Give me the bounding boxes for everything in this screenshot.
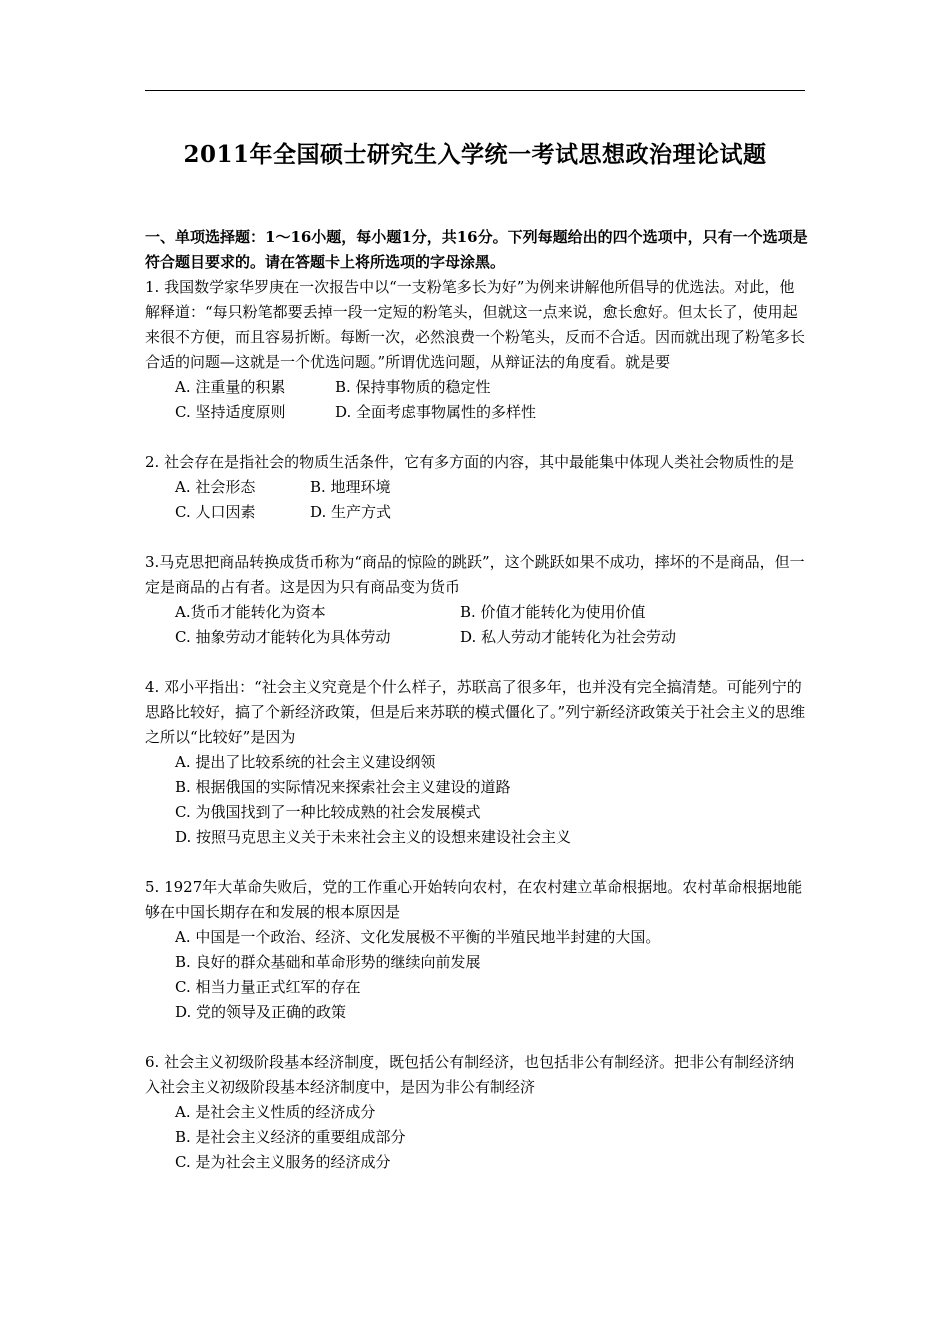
option-list [145, 750, 809, 850]
exam-content [145, 225, 809, 1200]
question-2 [145, 450, 809, 525]
question-stem: 1. 我国数学家华罗庚在一次报告中以“一支粉笔多长为好”为例来讲解他所倡导的优选法。对此，他解释道：“每只粉笔都要丢掉一段一定短的粉笔头，但就这一点来说，愈长愈好。但太长了，使用起来很不方便，而且容易折断。每断一次，必然浪费一个粉笔头，反而不合适。因而就出现了粉笔多长合适的问题—这就是一个优选问题。”所谓优选问题，从辩证法的角度看。就是要 [145, 278, 806, 371]
option-c: C. 坚持适度原则 [175, 403, 286, 421]
option-a: A. 社会形态 [175, 478, 256, 496]
option-a: A. 提出了比较系统的社会主义建设纲领 [175, 753, 436, 771]
section-instructions: 一、单项选择题：1～16小题，每小题1分，共16分。下列每题给出的四个选项中，只有一个选项是符合题目要求的。请在答题卡上将所选项的字母涂黑。 [145, 228, 808, 271]
option-b: B. 是社会主义经济的重要组成部分 [175, 1128, 406, 1146]
option-c: C. 人口因素 [175, 503, 256, 521]
question-4 [145, 675, 809, 850]
option-list [145, 925, 809, 1025]
question-6 [145, 1050, 809, 1175]
question-stem: 3.马克思把商品转换成货币称为“商品的惊险的跳跃”，这个跳跃如果不成功，摔坏的不是商品，但一定是商品的占有者。这是因为只有商品变为货币 [145, 553, 805, 596]
question-stem: 4. 邓小平指出：“社会主义究竟是个什么样子，苏联高了很多年，也并没有完全搞清楚。可能列宁的思路比较好，搞了个新经济政策，但是后来苏联的模式僵化了。”列宁新经济政策关于社会主义的思维之所以“比较好”是因为 [145, 678, 806, 746]
option-c: C. 相当力量正式红军的存在 [175, 978, 361, 996]
option-list [145, 475, 809, 525]
option-b: B. 保持事物质的稳定性 [335, 378, 491, 396]
option-b: B. 良好的群众基础和革命形势的继续向前发展 [175, 953, 481, 971]
option-b: B. 根据俄国的实际情况来探索社会主义建设的道路 [175, 778, 511, 796]
option-c: C. 是为社会主义服务的经济成分 [175, 1153, 391, 1171]
option-d: D. 党的领导及正确的政策 [175, 1003, 347, 1021]
question-3 [145, 550, 809, 650]
page-title: 2011年全国硕士研究生入学统一考试思想政治理论试题 [183, 141, 767, 168]
option-c: C. 为俄国找到了一种比较成熟的社会发展模式 [175, 803, 481, 821]
option-b: B. 地理环境 [310, 478, 391, 496]
question-stem: 5. 1927年大革命失败后，党的工作重心开始转向农村，在农村建立革命根据地。农村革命根据地能够在中国长期存在和发展的根本原因是 [145, 878, 803, 921]
option-a: A. 注重量的积累 [175, 378, 286, 396]
option-b: B. 价值才能转化为使用价值 [460, 603, 646, 621]
question-1 [145, 275, 809, 425]
option-d: D. 全面考虑事物属性的多样性 [335, 403, 537, 421]
option-d: D. 按照马克思主义关于未来社会主义的设想来建设社会主义 [175, 828, 572, 846]
option-a: A.货币才能转化为资本 [175, 603, 326, 621]
question-stem: 6. 社会主义初级阶段基本经济制度，既包括公有制经济，也包括非公有制经济。把非公有制经济纳入社会主义初级阶段基本经济制度中，是因为非公有制经济 [145, 1053, 795, 1096]
header-rule [145, 90, 805, 91]
option-a: A. 中国是一个政治、经济、文化发展极不平衡的半殖民地半封建的大国。 [175, 928, 661, 946]
option-list [145, 375, 809, 425]
question-5 [145, 875, 809, 1025]
option-c: C. 抽象劳动才能转化为具体劳动 [175, 628, 391, 646]
option-d: D. 私人劳动才能转化为社会劳动 [460, 628, 677, 646]
option-d: D. 生产方式 [310, 503, 392, 521]
option-list [145, 1100, 809, 1175]
option-list [145, 600, 809, 650]
question-stem: 2. 社会存在是指社会的物质生活条件，它有多方面的内容，其中最能集中体现人类社会物质性的是 [145, 453, 795, 471]
option-a: A. 是社会主义性质的经济成分 [175, 1103, 376, 1121]
